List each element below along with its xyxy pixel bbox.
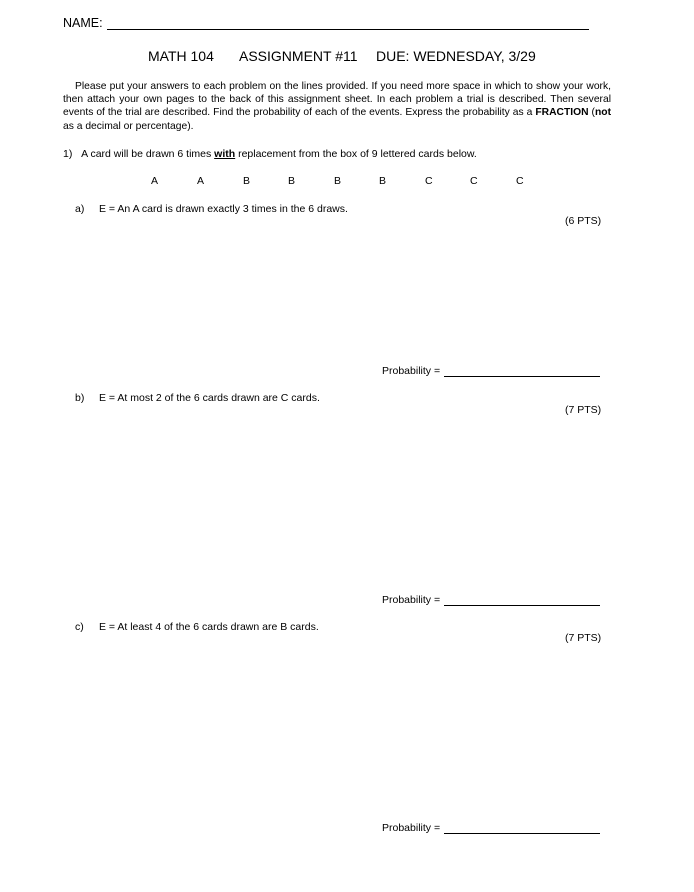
part-c-points: (7 PTS) — [565, 632, 602, 644]
part-a-answer[interactable] — [382, 365, 600, 377]
part-text: E = At most 2 of the 6 cards drawn are C cards. — [99, 392, 320, 404]
card-letter: B — [334, 175, 342, 187]
question-text: A card will be drawn 6 times — [81, 148, 215, 160]
instructions-text: Please put your answers to each problem on the lines provided. If you need more space in which to show your work, then attach your own pages to the back of this assignment sheet. In each problem a trial is described. Then several events of the trial are described. Find the probability of each of the events. Express the probability as a — [63, 81, 611, 119]
name-label: NAME: — [63, 16, 103, 30]
card-letter: B — [379, 175, 387, 187]
instructions-text-end: as a decimal or percentage). — [63, 120, 194, 132]
answer-blank-line[interactable] — [444, 823, 600, 834]
course-title: MATH 104 — [148, 48, 214, 64]
part-b-answer[interactable] — [382, 594, 600, 606]
question-text-end: replacement from the box of 9 lettered cards below. — [235, 148, 477, 160]
card-letter: B — [243, 175, 251, 187]
part-text: E = At least 4 of the 6 cards drawn are B cards. — [99, 621, 319, 633]
part-label: b) — [75, 392, 85, 404]
not-emphasis: not — [594, 107, 611, 119]
card-letter: C — [425, 175, 433, 187]
part-c-answer[interactable] — [382, 822, 600, 834]
card-letter: A — [197, 175, 205, 187]
answer-blank-line[interactable] — [444, 595, 600, 606]
due-date: DUE: WEDNESDAY, 3/29 — [376, 48, 536, 64]
name-blank-line[interactable] — [107, 17, 589, 30]
name-field[interactable] — [63, 16, 589, 30]
instructions-paren: ( — [588, 107, 595, 119]
question-number: 1) — [63, 148, 73, 160]
card-letter: A — [151, 175, 159, 187]
probability-label: Probability = — [382, 822, 441, 834]
question-1 — [63, 148, 477, 160]
part-label: c) — [75, 621, 84, 633]
card-letter: C — [470, 175, 478, 187]
answer-blank-line[interactable] — [444, 366, 600, 377]
part-label: a) — [75, 203, 85, 215]
fraction-emphasis: FRACTION — [535, 107, 589, 119]
assignment-number: ASSIGNMENT #11 — [239, 48, 358, 64]
card-letter: C — [516, 175, 524, 187]
probability-label: Probability = — [382, 594, 441, 606]
part-c-question — [75, 621, 319, 633]
with-emphasis: with — [214, 148, 236, 160]
card-letter: B — [288, 175, 296, 187]
part-a-question — [75, 203, 348, 215]
part-b-question — [75, 392, 320, 404]
probability-label: Probability = — [382, 365, 441, 377]
part-a-points: (6 PTS) — [565, 215, 602, 227]
instructions-paragraph — [63, 80, 611, 133]
part-text: E = An A card is drawn exactly 3 times in the 6 draws. — [99, 203, 348, 215]
part-b-points: (7 PTS) — [565, 404, 602, 416]
